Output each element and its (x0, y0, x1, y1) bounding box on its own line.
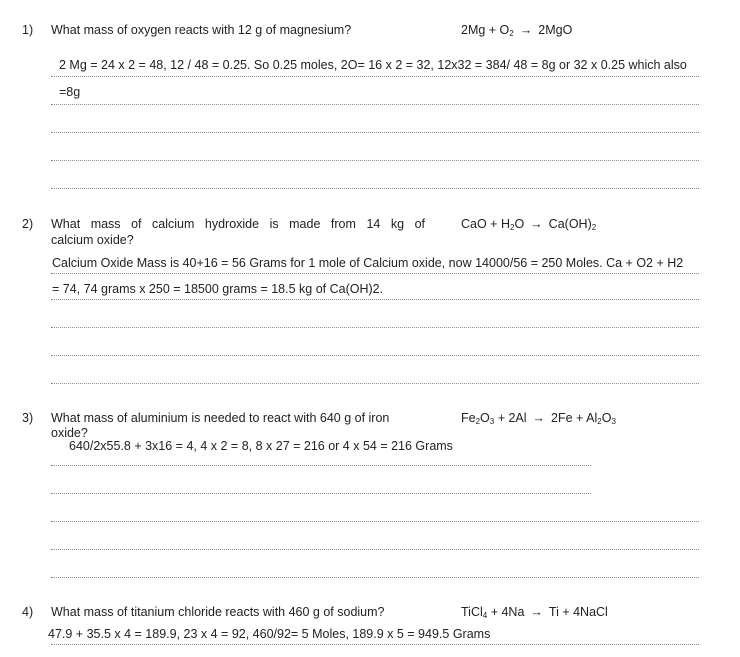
answer-line-divider (51, 104, 699, 105)
equation-part: Ti + 4NaCl (548, 605, 608, 619)
answer-line-divider (51, 549, 699, 550)
equation-part: 2MgO (538, 23, 573, 37)
question-2-text-line-1: What mass of calcium hydroxide is made from 14 kg of (51, 217, 425, 231)
answer-line-divider (51, 273, 699, 274)
question-4-text: What mass of titanium chloride reacts with 460 g of sodium? (51, 605, 385, 619)
question-2-text-line-2: calcium oxide? (51, 233, 134, 247)
question-2-answer-line-2: = 74, 74 grams x 250 = 18500 grams = 18.5 kg of Ca(OH)2. (52, 282, 384, 296)
equation-subscript: 2 (509, 223, 515, 232)
equation-part: 2Fe + Al (551, 411, 598, 425)
equation-part: O (601, 411, 612, 425)
question-1-answer-line-1: 2 Mg = 24 x 2 = 48, 12 / 48 = 0.25. So 0.25 moles, 2O= 16 x 2 = 32, 12x32 = 384/ 48 = 8g or 32 x 0.25 which also (59, 58, 687, 72)
equation-part: O (480, 411, 490, 425)
question-1-number: 1) (22, 23, 34, 37)
equation-part: TiCl (461, 605, 483, 619)
question-3-text-line-1: What mass of aluminium is needed to react with 640 g of iron (51, 411, 390, 425)
question-3-number: 3) (22, 411, 34, 425)
answer-line-divider (51, 521, 699, 522)
equation-subscript: 4 (482, 611, 488, 620)
answer-line-divider (51, 160, 699, 161)
reaction-arrow: → (532, 411, 546, 425)
question-4-number: 4) (22, 605, 34, 619)
question-3-equation (461, 411, 616, 425)
question-2-equation (461, 217, 596, 231)
equation-subscript: 2 (509, 29, 514, 38)
question-1-answer-line-2: =8g (59, 85, 81, 99)
answer-line-divider (51, 188, 699, 189)
answer-line-divider (51, 465, 591, 466)
equation-part: Fe (461, 411, 476, 425)
reaction-arrow: → (519, 23, 533, 37)
reaction-arrow: → (530, 605, 543, 619)
equation-part: + 4Na (487, 605, 525, 619)
answer-line-divider (51, 644, 699, 645)
question-1-text: What mass of oxygen reacts with 12 g of magnesium? (51, 23, 352, 37)
answer-line-divider (51, 383, 699, 384)
question-3-text-line-2: oxide? (51, 426, 88, 440)
equation-subscript: 2 (597, 417, 602, 426)
equation-subscript: 3 (611, 417, 616, 426)
equation-part: CaO + H (461, 217, 510, 231)
answer-line-divider (51, 493, 591, 494)
question-2-number: 2) (22, 217, 34, 231)
answer-line-divider (51, 355, 699, 356)
equation-part: O (514, 217, 525, 231)
question-4-equation (461, 605, 608, 619)
equation-subscript: 3 (489, 417, 495, 426)
equation-part: + 2Al (494, 411, 527, 425)
answer-line-divider (51, 76, 699, 77)
equation-part: Ca(OH) (548, 217, 592, 231)
question-3-answer-line-1: 640/2x55.8 + 3x16 = 4, 4 x 2 = 8, 8 x 27 = 216 or 4 x 54 = 216 Grams (69, 439, 453, 453)
answer-line-divider (51, 132, 699, 133)
question-4-answer-line-1: 47.9 + 35.5 x 4 = 189.9, 23 x 4 = 92, 460/92= 5 Moles, 189.9 x 5 = 949.5 Grams (48, 627, 491, 641)
question-2-answer-line-1: Calcium Oxide Mass is 40+16 = 56 Grams for 1 mole of Calcium oxide, now 14000/56 = 250 Moles. Ca + O2 + H2 (52, 256, 684, 270)
question-1-equation (461, 23, 572, 37)
equation-subscript: 2 (475, 417, 481, 426)
equation-part: 2Mg + O (461, 23, 510, 37)
equation-subscript: 2 (591, 223, 597, 232)
answer-line-divider (51, 327, 699, 328)
answer-line-divider (51, 299, 699, 300)
answer-line-divider (51, 577, 699, 578)
reaction-arrow: → (530, 217, 543, 231)
